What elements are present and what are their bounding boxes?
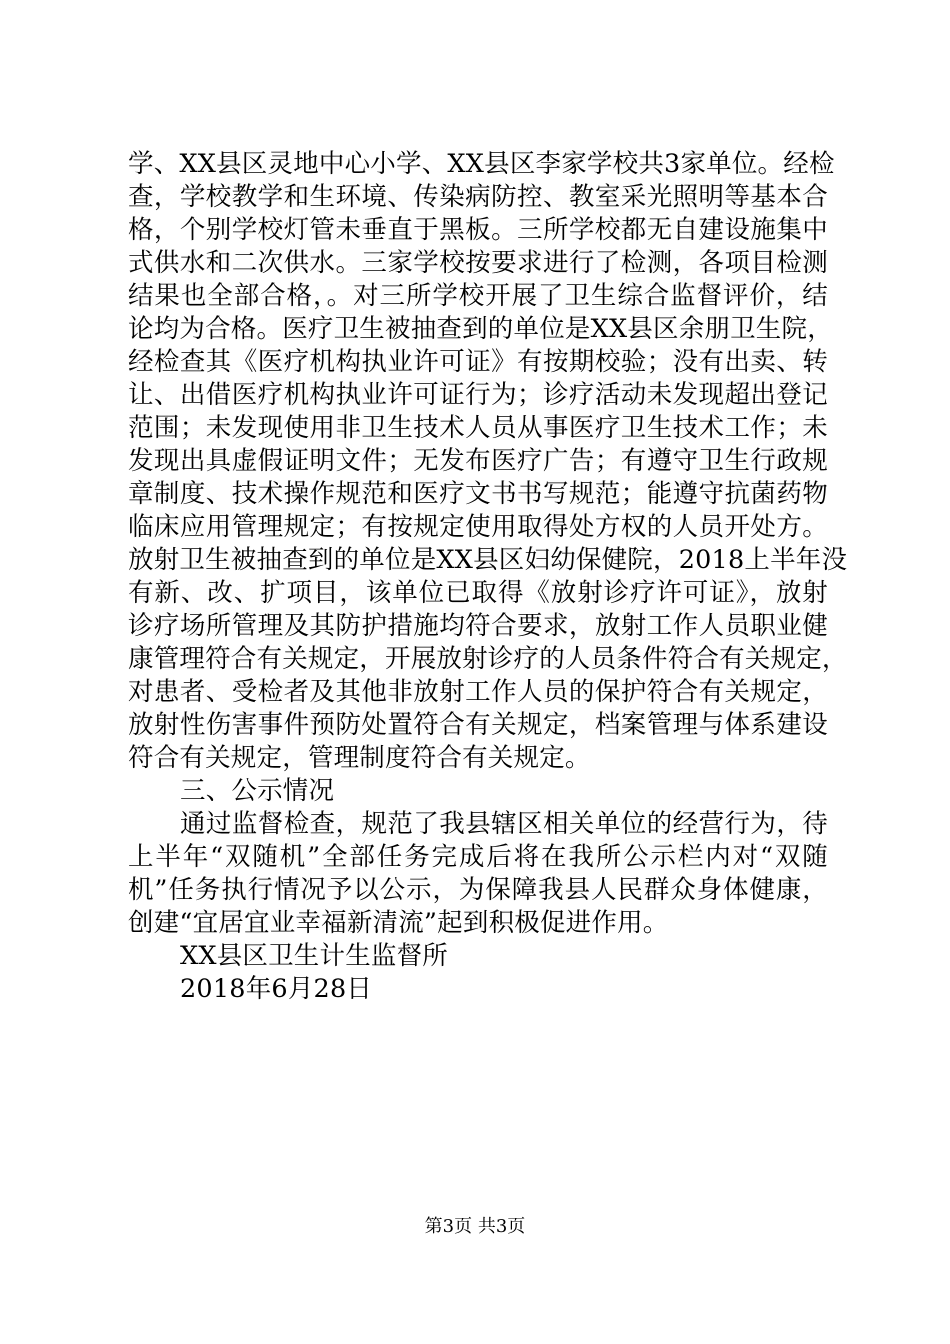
- body-line: 对患者、受检者及其他非放射工作人员的保护符合有关规定，: [128, 677, 828, 707]
- paragraph-line: 创建“宜居宜业幸福新清流”起到积极促进作用。: [128, 908, 669, 938]
- document-body: [128, 148, 848, 1006]
- date: 2018年6月28日: [180, 974, 373, 1004]
- paragraph-line: 通过监督检查，规范了我县辖区相关单位的经营行为，待: [180, 809, 828, 839]
- body-line: 学、XX县区灵地中心小学、XX县区李家学校共3家单位。经检: [128, 149, 835, 179]
- body-line: 发现出具虚假证明文件；无发布医疗广告；有遵守卫生行政规: [128, 446, 828, 476]
- body-line: 范围；未发现使用非卫生技术人员从事医疗卫生技术工作；未: [128, 413, 828, 443]
- body-line: 论均为合格。医疗卫生被抽查到的单位是XX县区余朋卫生院，: [128, 314, 833, 344]
- body-line: 查，学校教学和生环境、传染病防控、教室采光照明等基本合: [128, 182, 828, 212]
- body-line: 放射性伤害事件预防处置符合有关规定，档案管理与体系建设: [128, 710, 828, 740]
- body-line: 章制度、技术操作规范和医疗文书书写规范；能遵守抗菌药物: [128, 479, 828, 509]
- body-line: 临床应用管理规定；有按规定使用取得处方权的人员开处方。: [128, 512, 828, 542]
- body-line: 诊疗场所管理及其防护措施均符合要求，放射工作人员职业健: [128, 611, 828, 641]
- body-line: 格，个别学校灯管未垂直于黑板。三所学校都无自建设施集中: [128, 215, 828, 245]
- body-line: 让、出借医疗机构执业许可证行为；诊疗活动未发现超出登记: [128, 380, 828, 410]
- body-line: 符合有关规定，管理制度符合有关规定。: [128, 743, 591, 773]
- body-line: 康管理符合有关规定，开展放射诊疗的人员条件符合有关规定，: [128, 644, 848, 674]
- section-heading: 三、公示情况: [180, 776, 335, 806]
- paragraph-line: 上半年“双随机”全部任务完成后将在我所公示栏内对“双随: [128, 842, 828, 872]
- page-number-footer: 第3页 共3页: [424, 1216, 526, 1237]
- body-line: 式供水和二次供水。三家学校按要求进行了检测，各项目检测: [128, 248, 828, 278]
- paragraph-line: 机”任务执行情况予以公示，为保障我县人民群众身体健康，: [128, 875, 828, 905]
- body-line: 结果也全部合格，。对三所学校开展了卫生综合监督评价，结: [128, 281, 828, 311]
- body-line: 放射卫生被抽查到的单位是XX县区妇幼保健院，2018上半年没: [128, 545, 848, 575]
- body-line: 有新、改、扩项目，该单位已取得《放射诊疗许可证》，放射: [128, 578, 828, 608]
- body-line: 经检查其《医疗机构执业许可证》有按期校验；没有出卖、转: [128, 347, 828, 377]
- signature: XX县区卫生计生监督所: [180, 941, 449, 971]
